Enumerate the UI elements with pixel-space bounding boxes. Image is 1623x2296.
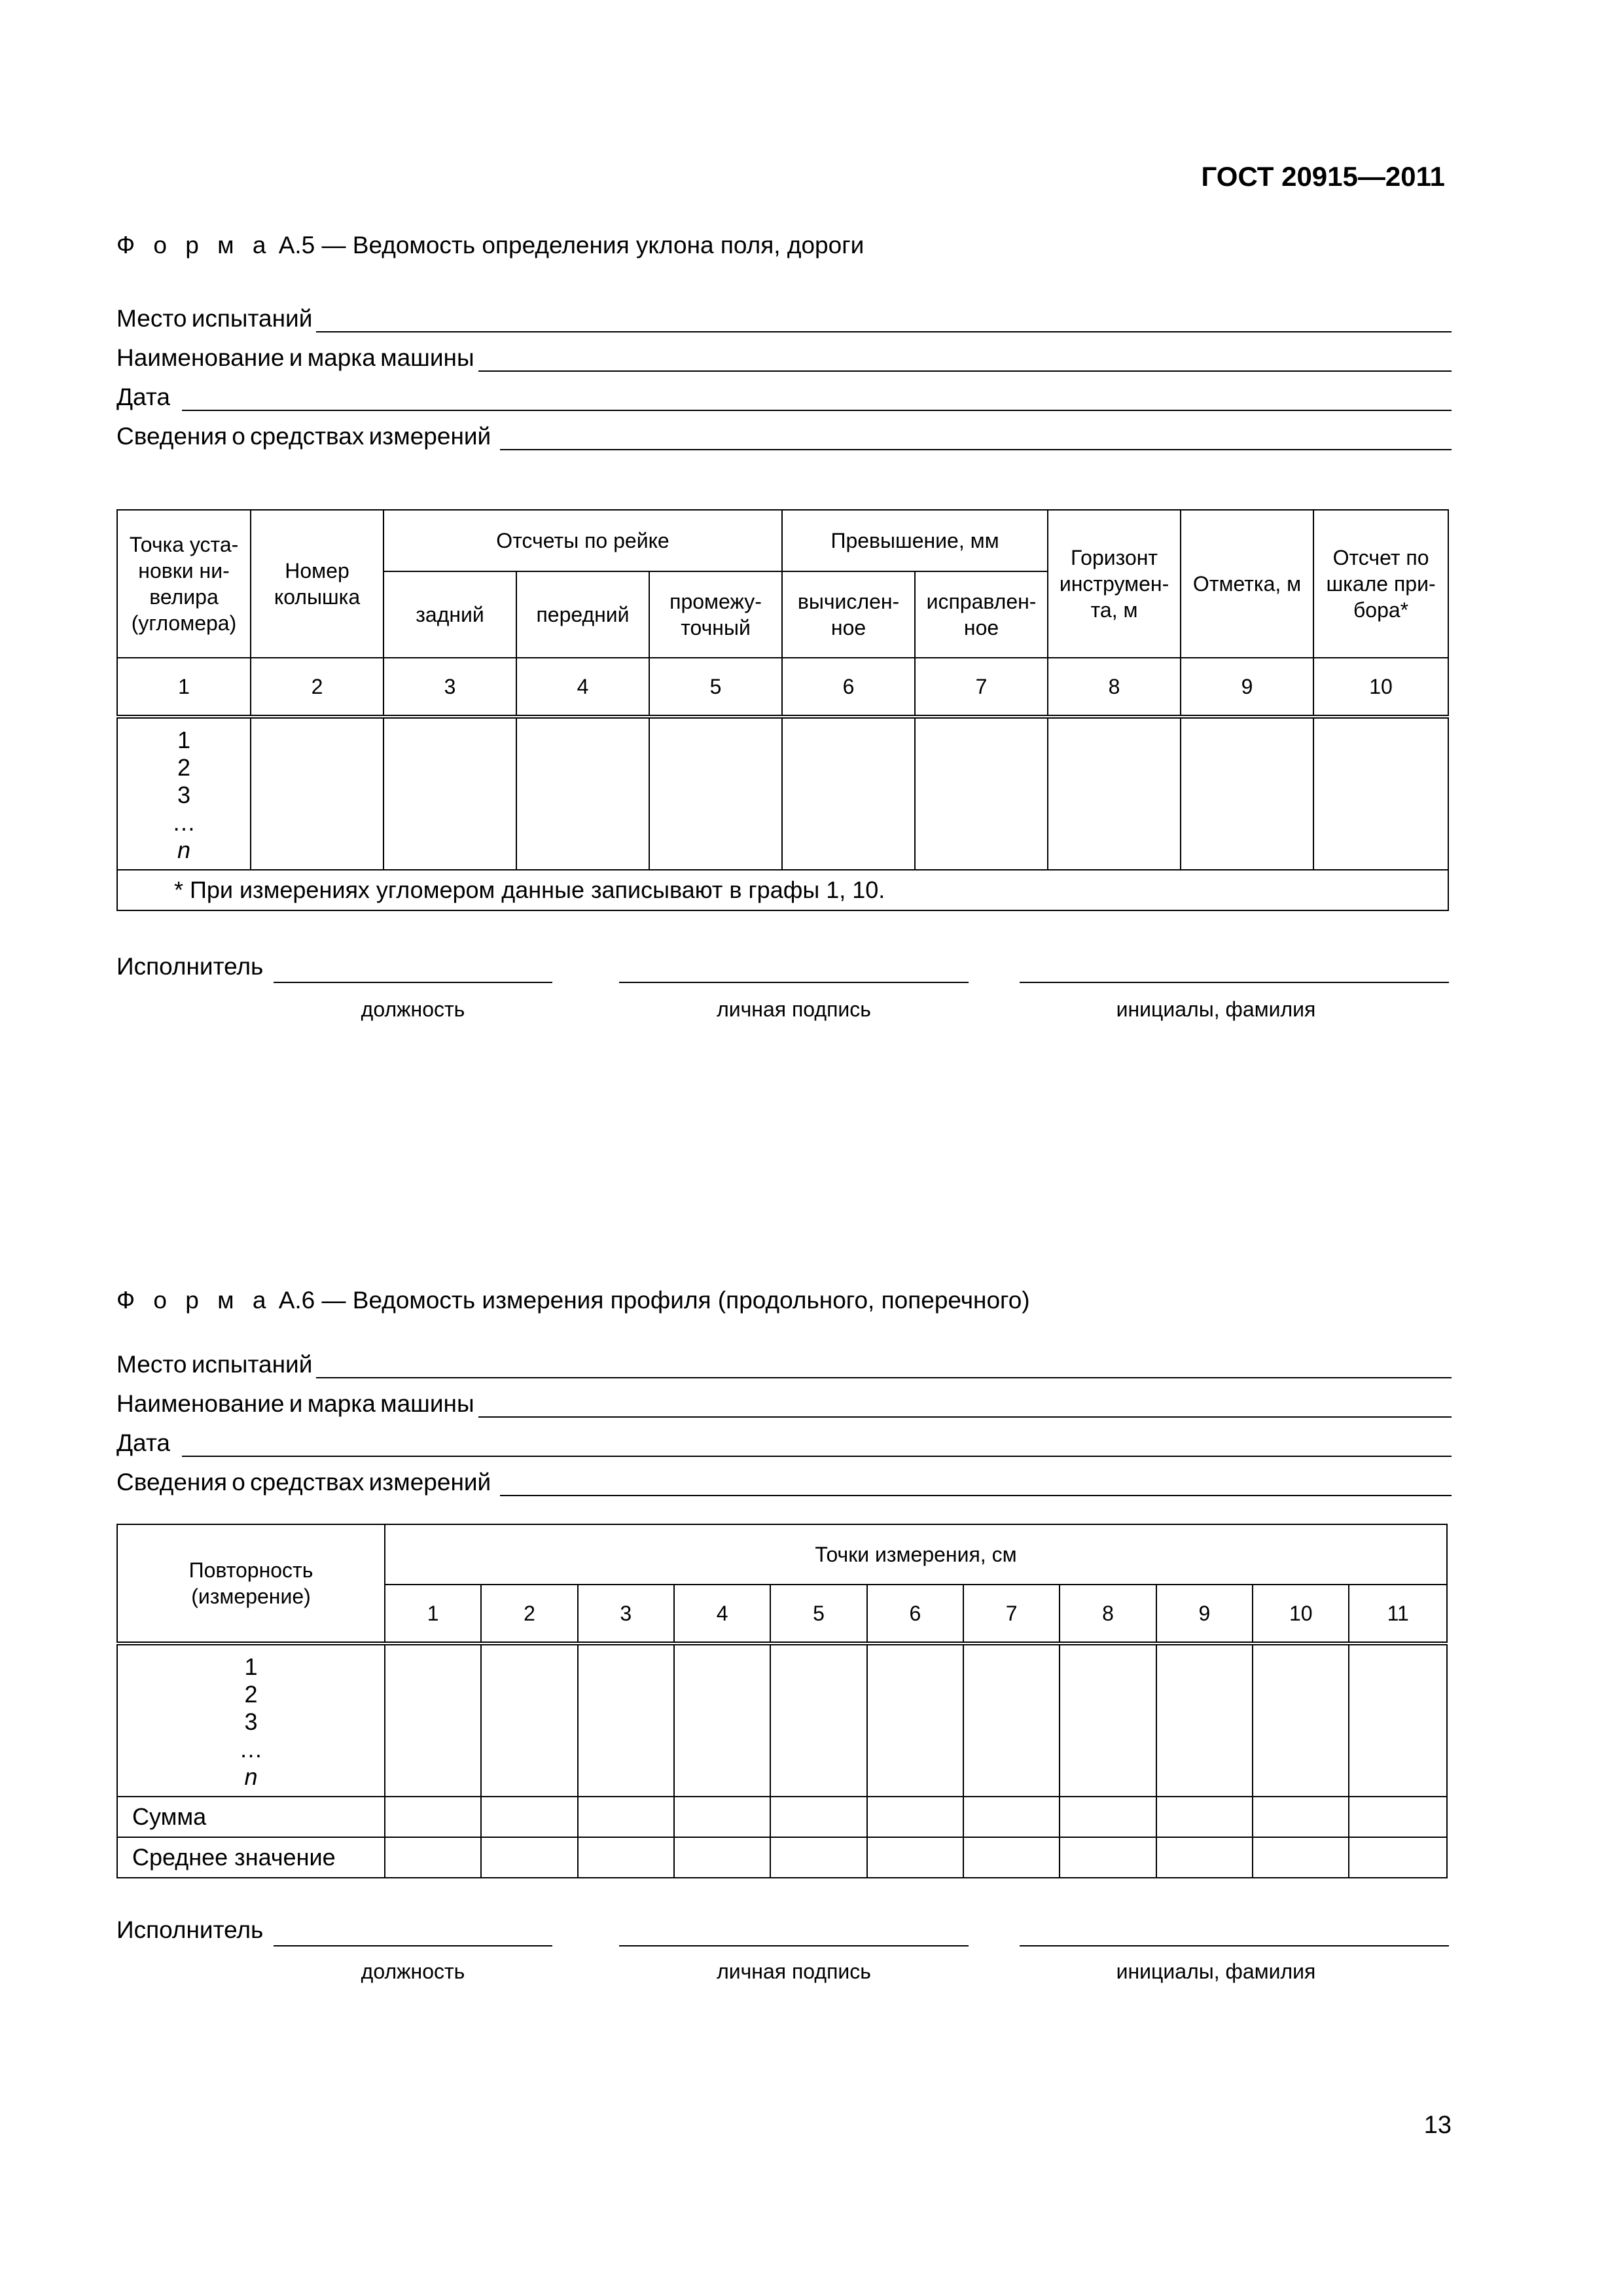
point-number: 9 [1156, 1585, 1253, 1643]
form6-field-place[interactable] [116, 1346, 1452, 1378]
column-numbers-row [117, 658, 1448, 717]
form5-title-text: А.5 — Ведомость определения уклона поля, дороги [278, 232, 865, 259]
data-cell[interactable] [1156, 1837, 1253, 1878]
header-intermediate: промежу- точный [649, 571, 782, 658]
data-cell[interactable] [963, 1797, 1060, 1837]
form6-field-date-label: Дата [116, 1429, 170, 1456]
data-cell[interactable] [1060, 1837, 1156, 1878]
data-cell[interactable] [1253, 1837, 1349, 1878]
form6-field-machine-label: Наименование и марка машины [116, 1390, 474, 1417]
form5-table [116, 509, 1449, 911]
data-cell[interactable] [867, 1797, 963, 1837]
data-cell[interactable] [1060, 1797, 1156, 1837]
data-row [117, 717, 1448, 870]
form6-field-instruments[interactable] [116, 1463, 1452, 1496]
col-number: 9 [1181, 658, 1313, 717]
form5-field-instruments[interactable] [116, 418, 1452, 450]
position-label: должность [361, 997, 465, 1021]
name-line[interactable] [1020, 1944, 1449, 1946]
point-number: 4 [674, 1585, 770, 1643]
executor-label: Исполнитель [116, 1916, 264, 1943]
data-row [117, 1643, 1447, 1797]
form5-field-date-label: Дата [116, 384, 170, 410]
header-point: Точка уста- новки ни- велира (угломера) [117, 510, 251, 658]
header-front: передний [516, 571, 649, 658]
header-stake-number: Номер колышка [251, 510, 383, 658]
form5-field-machine[interactable] [116, 339, 1452, 372]
form5-title [116, 232, 864, 259]
col-number: 1 [117, 658, 251, 717]
row-labels: 1 2 3 … n [117, 717, 251, 870]
data-cell[interactable] [385, 1643, 481, 1797]
data-cell[interactable] [1313, 717, 1448, 870]
signature-line[interactable] [619, 1944, 969, 1946]
data-cell[interactable] [481, 1643, 577, 1797]
form6-field-place-label: Место испытаний [116, 1351, 313, 1378]
data-cell[interactable] [1181, 717, 1313, 870]
data-cell[interactable] [867, 1837, 963, 1878]
header-rod-readings: Отсчеты по рейке [383, 510, 782, 571]
data-cell[interactable] [963, 1837, 1060, 1878]
header-measurement-points: Точки измерения, см [385, 1524, 1447, 1585]
signature-label: личная подпись [717, 1960, 871, 1983]
data-cell[interactable] [1156, 1797, 1253, 1837]
data-cell[interactable] [782, 717, 915, 870]
data-cell[interactable] [1060, 1643, 1156, 1797]
point-number: 11 [1349, 1585, 1447, 1643]
executor-label: Исполнитель [116, 953, 264, 980]
data-cell[interactable] [1253, 1643, 1349, 1797]
header-mark: Отметка, м [1181, 510, 1313, 658]
col-number: 4 [516, 658, 649, 717]
data-cell[interactable] [770, 1837, 866, 1878]
form6-title [116, 1287, 1030, 1314]
row-labels: 1 2 3 … n [117, 1643, 385, 1797]
form5-field-instruments-label: Сведения о средствах измерений [116, 423, 491, 450]
data-cell[interactable] [770, 1797, 866, 1837]
form5-prefix: Ф о р м а [116, 232, 272, 259]
footnote: * При измерениях угломером данные записывают в графы 1, 10. [117, 870, 1448, 910]
col-number: 2 [251, 658, 383, 717]
data-cell[interactable] [674, 1797, 770, 1837]
data-cell[interactable] [1156, 1643, 1253, 1797]
point-number: 5 [770, 1585, 866, 1643]
data-cell[interactable] [915, 717, 1048, 870]
col-number: 7 [915, 658, 1048, 717]
header-calculated: вычислен- ное [782, 571, 915, 658]
average-row [117, 1837, 1447, 1878]
data-cell[interactable] [481, 1837, 577, 1878]
signature-label: личная подпись [717, 997, 871, 1021]
header-excess: Превышение, мм [782, 510, 1048, 571]
col-number: 10 [1313, 658, 1448, 717]
form5-field-date[interactable] [116, 378, 1452, 411]
form5-field-machine-line[interactable] [478, 346, 1452, 372]
form6-field-machine[interactable] [116, 1385, 1452, 1418]
document-id: ГОСТ 20915—2011 [1201, 161, 1445, 192]
form5-field-instruments-line[interactable] [500, 424, 1452, 450]
point-number: 7 [963, 1585, 1060, 1643]
point-number: 8 [1060, 1585, 1156, 1643]
page-number: 13 [1423, 2111, 1452, 2139]
name-label: инициалы, фамилия [1116, 997, 1316, 1021]
data-cell[interactable] [578, 1643, 674, 1797]
data-cell[interactable] [674, 1837, 770, 1878]
average-label: Среднее значение [117, 1837, 385, 1878]
form6-field-place-line[interactable] [316, 1352, 1452, 1378]
form5-field-date-line[interactable] [182, 385, 1452, 411]
header-repetition: Повторность (измерение) [117, 1524, 385, 1643]
data-cell[interactable] [770, 1643, 866, 1797]
point-number: 2 [481, 1585, 577, 1643]
data-cell[interactable] [385, 1837, 481, 1878]
position-line[interactable] [274, 1944, 552, 1946]
header-instrument-horizon: Горизонт инструмен- та, м [1048, 510, 1181, 658]
signature-line[interactable] [619, 980, 969, 983]
form6-prefix: Ф о р м а [116, 1287, 272, 1314]
point-number: 6 [867, 1585, 963, 1643]
data-cell[interactable] [1349, 1797, 1447, 1837]
name-line[interactable] [1020, 980, 1449, 983]
header-back: задний [383, 571, 516, 658]
form5-field-place-label: Место испытаний [116, 305, 313, 332]
point-number: 3 [578, 1585, 674, 1643]
data-cell[interactable] [578, 1797, 674, 1837]
point-number: 10 [1253, 1585, 1349, 1643]
form6-field-date[interactable] [116, 1424, 1452, 1457]
data-cell[interactable] [1349, 1837, 1447, 1878]
form6-field-instruments-line[interactable] [500, 1470, 1452, 1496]
data-cell[interactable] [867, 1643, 963, 1797]
data-cell[interactable] [1048, 717, 1181, 870]
form6-field-instruments-label: Сведения о средствах измерений [116, 1469, 491, 1496]
data-cell[interactable] [649, 717, 782, 870]
form6-field-date-line[interactable] [182, 1431, 1452, 1457]
name-label: инициалы, фамилия [1116, 1960, 1316, 1983]
form6-title-text: А.6 — Ведомость измерения профиля (продольного, поперечного) [278, 1287, 1030, 1314]
position-label: должность [361, 1960, 465, 1983]
data-cell[interactable] [963, 1643, 1060, 1797]
data-cell[interactable] [481, 1797, 577, 1837]
data-cell[interactable] [516, 717, 649, 870]
data-cell[interactable] [1349, 1643, 1447, 1797]
header-scale-reading: Отсчет по шкале при- бора* [1313, 510, 1448, 658]
data-cell[interactable] [674, 1643, 770, 1797]
data-cell[interactable] [1253, 1797, 1349, 1837]
col-number: 3 [383, 658, 516, 717]
data-cell[interactable] [578, 1837, 674, 1878]
form6-table [116, 1524, 1448, 1878]
sum-label: Сумма [117, 1797, 385, 1837]
form5-field-machine-label: Наименование и марка машины [116, 344, 474, 371]
col-number: 5 [649, 658, 782, 717]
data-cell[interactable] [251, 717, 383, 870]
data-cell[interactable] [383, 717, 516, 870]
point-number: 1 [385, 1585, 481, 1643]
sum-row [117, 1797, 1447, 1837]
form5-field-place[interactable] [116, 300, 1452, 332]
data-cell[interactable] [385, 1797, 481, 1837]
position-line[interactable] [274, 980, 552, 983]
col-number: 6 [782, 658, 915, 717]
header-corrected: исправлен- ное [915, 571, 1048, 658]
form6-field-machine-line[interactable] [478, 1391, 1452, 1418]
col-number: 8 [1048, 658, 1181, 717]
form5-field-place-line[interactable] [316, 306, 1452, 332]
